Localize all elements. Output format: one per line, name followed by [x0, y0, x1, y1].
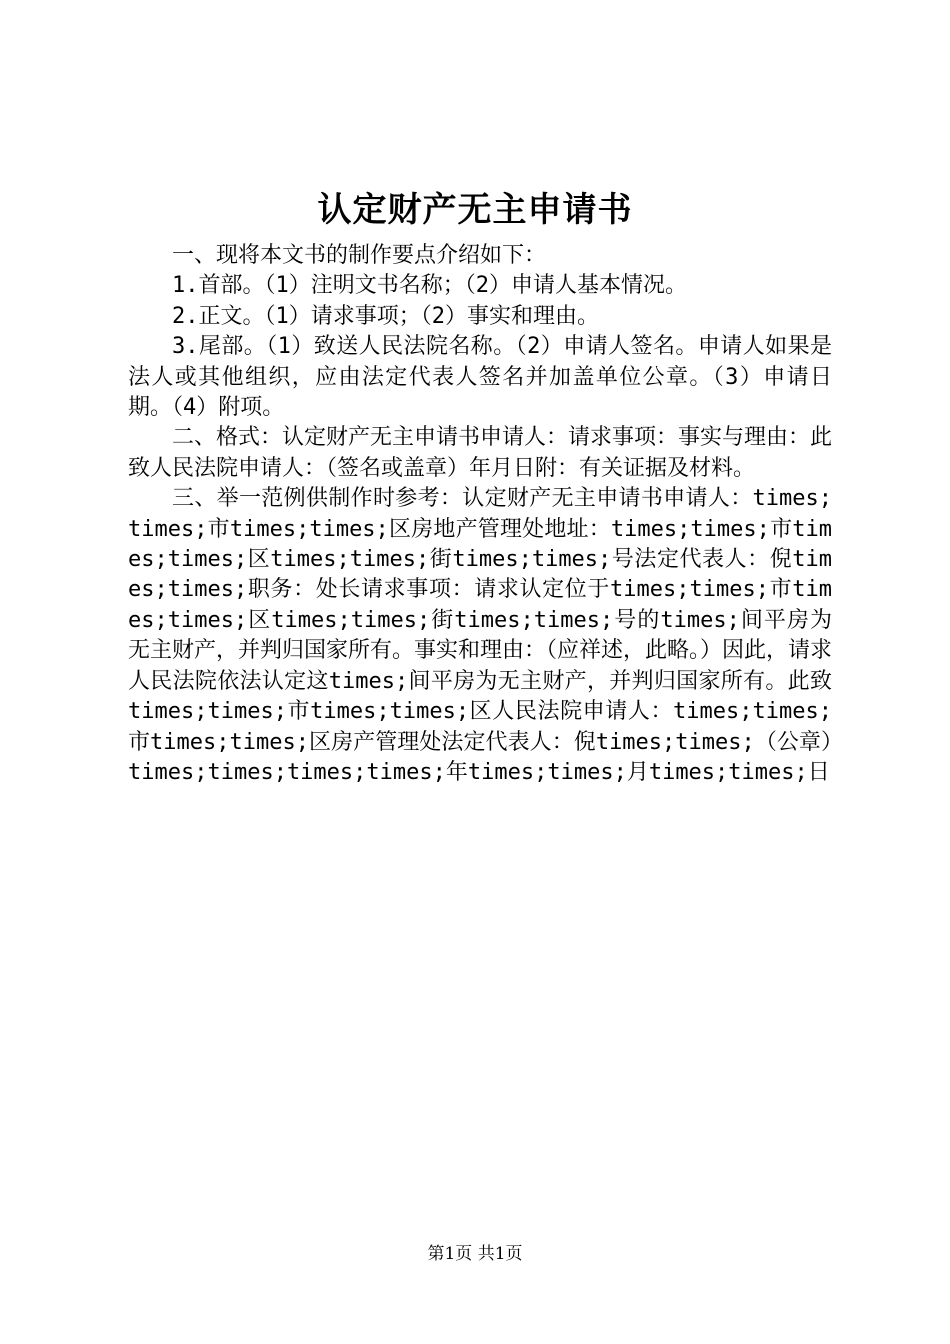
page-number-footer: 第1页 共1页: [427, 1244, 523, 1264]
paragraph-ending-section: 3.尾部。（1）致送人民法院名称。（2）申请人签名。申请人如果是法人或其他组织，应由法定代表人签名并加盖单位公章。（3）申请日期。（4）附项。: [128, 334, 832, 421]
document-body: [128, 241, 832, 788]
paragraph-format: 二、格式：认定财产无主申请书申请人：请求事项：事实与理由：此致人民法院申请人：（签名或盖章）年月日附：有关证据及材料。: [128, 425, 833, 481]
paragraph-example: 三、举一范例供制作时参考：认定财产无主申请书申请人：times;times;市times;times;区房地产管理处地址：times;times;市times;times;区times;times;街times;times;号法定代表人：倪times;times;职务：处长请求事项：请求认定位于times;times;市times;times;区times;times;街times;times;号的times;间平房为无主财产，并判归国家所有。事实和理由：（应祥述，此略。）因此，请求人民法院依法认定这times;间平房为无主财产，并判归国家所有。此致times;times;市times;times;区人民法院申请人：times;times;市times;times;区房产管理处法定代表人：倪times;times;（公章）times;times;times;times;年times;times;月times;times;日: [128, 486, 833, 785]
document-title: 认定财产无主申请书: [317, 190, 633, 230]
paragraph-header-section: 1.首部。（1）注明文书名称；（2）申请人基本情况。: [172, 273, 687, 299]
paragraph-main-section: 2.正文。（1）请求事项；（2）事实和理由。: [172, 303, 599, 329]
paragraph-intro: 一、现将本文书的制作要点介绍如下：: [172, 243, 547, 268]
